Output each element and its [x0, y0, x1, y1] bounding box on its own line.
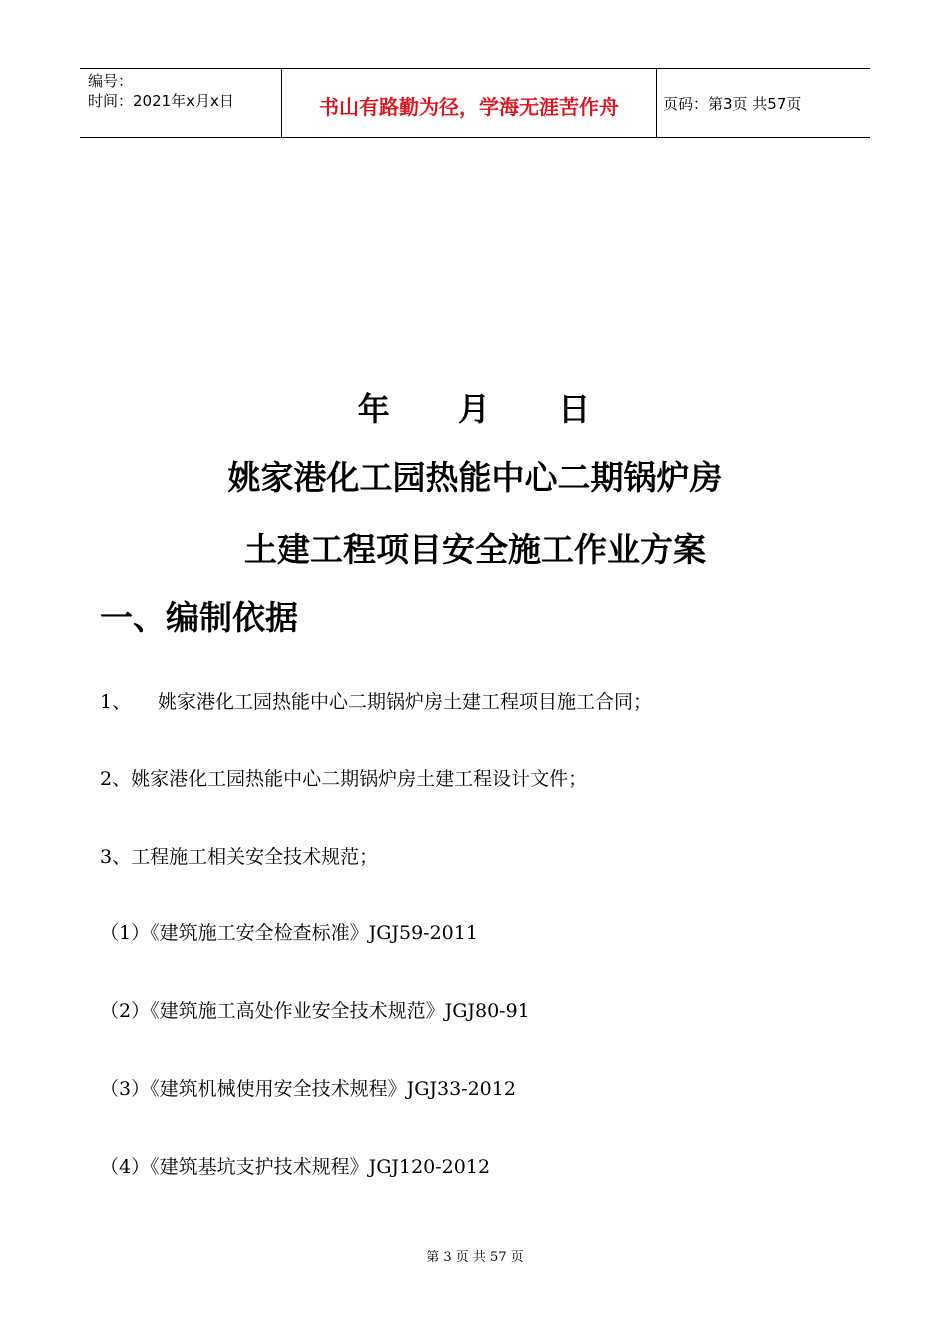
header-motto: 书山有路勤为径，学海无涯苦作舟	[319, 94, 619, 119]
standard-item-2: （2）《建筑施工高处作业安全技术规范》JGJ80-91	[100, 1000, 530, 1022]
header-number-label: 编号：	[88, 72, 134, 90]
cover-date-day: 日	[558, 390, 593, 428]
header-page-label: 页码：第3页 共57页	[663, 94, 802, 113]
basis-item-1-text: 姚家港化工园热能中心二期锅炉房土建工程项目施工合同；	[158, 691, 653, 713]
standard-item-4: （4）《建筑基坑支护技术规程》JGJ120-2012	[100, 1156, 491, 1178]
basis-item-1-number: 1、	[100, 691, 132, 713]
standard-item-3: （3）《建筑机械使用安全技术规程》JGJ33-2012	[100, 1078, 516, 1100]
basis-item-3: 3、工程施工相关安全技术规范；	[100, 846, 379, 868]
header-motto-cell	[282, 69, 657, 137]
header-time-label: 时间：2021年x月x日	[88, 92, 234, 110]
document-title-line1: 姚家港化工园热能中心二期锅炉房	[227, 458, 723, 497]
cover-date	[0, 384, 950, 430]
header-page-cell	[657, 69, 870, 137]
cover-date-month: 月	[457, 390, 492, 428]
basis-item-1	[100, 687, 652, 714]
document-title-line2: 土建工程项目安全施工作业方案	[244, 530, 706, 569]
page-footer: 第 3 页 共 57 页	[426, 1250, 524, 1265]
standard-item-1: （1）《建筑施工安全检查标准》JGJ59-2011	[100, 922, 478, 944]
header-meta-cell	[80, 69, 282, 137]
section-heading: 一、编制依据	[100, 598, 298, 637]
cover-date-year: 年	[357, 390, 392, 428]
page-header	[80, 68, 870, 138]
basis-item-2: 2、姚家港化工园热能中心二期锅炉房土建工程设计文件；	[100, 768, 588, 790]
